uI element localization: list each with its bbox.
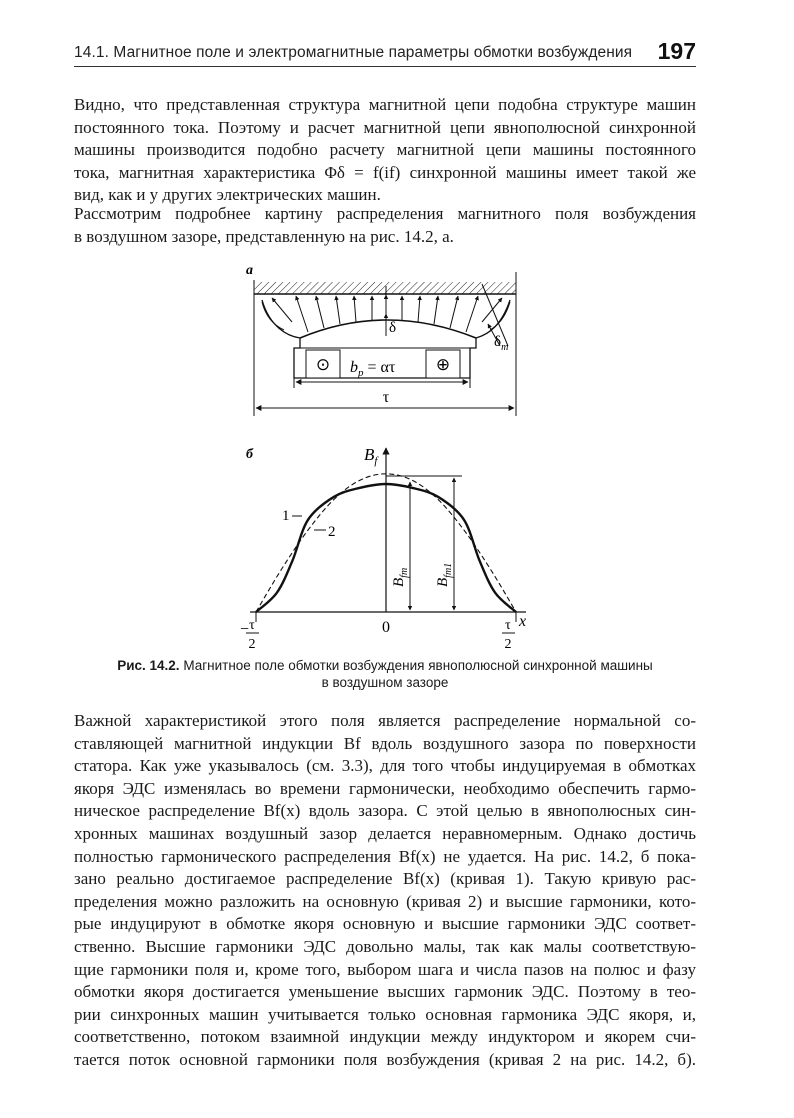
text-line: Видно, что представленная структура магнитной цепи подобна структуре машин: [74, 95, 696, 114]
panel-a-label: а: [246, 263, 253, 278]
figure-drawing: [232, 262, 552, 652]
y-axis-label: B: [364, 445, 375, 464]
text-line: тока, магнитная характеристика Φδ = f(if) синхронной машины имеет такой же: [74, 162, 696, 182]
svg-text:Bf: [364, 445, 379, 467]
text-line: рые индуцируют в обмотке якоря основную и высшие гармоники ЭДС соответ-: [74, 914, 696, 934]
text-line: машины производится подобно расчету магнитной цепи машины постоянного: [74, 140, 696, 160]
text-line: Важной характеристикой этого поля является распределение нормальной со-: [74, 711, 696, 730]
panel-a: [246, 263, 516, 416]
text-line: обмотки якоря достигается уменьшение высших гармоник ЭДС. Поэтому в тео-: [74, 982, 696, 1002]
tau-label: τ: [382, 389, 390, 406]
bfm-sub: fm: [399, 567, 410, 578]
caption-line-1: Магнитное поле обмотки возбуждения явнополюсной синхронной машины: [179, 658, 653, 673]
text-line: щие гармоники поля и, кроме того, выбором шага и числа пазов на полюс и фазу: [74, 959, 696, 979]
bp-rhs: = ατ: [363, 359, 396, 376]
delta-m-sub: m: [501, 342, 509, 353]
text-line: ставляющей магнитной индукции Bf вдоль воздушного зазора по поверхности: [74, 733, 696, 753]
text-line: статора. Как уже указывалось (см. 3.3), для того чтобы индуцируемая в обмотках: [74, 756, 696, 776]
header-rule: [74, 66, 696, 67]
svg-text:Bfm: [391, 568, 410, 587]
text-line: соответственно, потоком взаимной индукции между индуктором и якорем счи-: [74, 1027, 696, 1047]
paragraph-2: [74, 203, 696, 248]
text-line: тается поток основной гармоники поля возбуждения (кривая 2 на рис. 14.2, б).: [74, 1049, 696, 1069]
svg-text:δm: [494, 334, 508, 353]
page-number: 197: [657, 38, 696, 64]
curve-2-label: 2: [328, 524, 336, 540]
coil-left-symbol: ⊙: [315, 355, 331, 374]
bfm-label: B: [391, 577, 407, 587]
stator-hatch: [254, 282, 516, 294]
x-right-den: 2: [504, 637, 512, 652]
x-left-num: τ: [249, 618, 255, 633]
text-line: постоянного тока. Поэтому и расчет магнитной цепи явнополюсной синхронной: [74, 117, 696, 137]
panel-b: [240, 445, 526, 652]
caption-label: Рис. 14.2.: [117, 658, 180, 673]
paragraph-3: [74, 710, 696, 1072]
text-line: Рассмотрим подробнее картину распределения магнитного поля возбуждения: [74, 204, 696, 223]
y-axis-sub: f: [374, 455, 378, 467]
svg-text:Bfm1: [435, 563, 454, 587]
text-line: хронных машинах воздушный зазор делается неравномерным. Однако достичь: [74, 823, 696, 843]
figure-14-2: [232, 262, 552, 652]
x-left-den: 2: [248, 637, 256, 652]
bp-label: b: [350, 359, 358, 376]
text-line: рии синхронных машин учитывается только основная гармоника ЭДС якоря, и,: [74, 1004, 696, 1024]
text-line: в воздушном зазоре, представленную на рис. 14.2, а.: [74, 226, 454, 246]
bp-sub: p: [358, 367, 364, 379]
text-line: ническое распределение Bf(x) вдоль зазора. С этой целью в явнополюсных син-: [74, 801, 696, 821]
panel-b-label: б: [246, 447, 253, 462]
svg-text:bp = ατ: [350, 359, 396, 379]
section-title: 14.1. Магнитное поле и электромагнитные параметры обмотки возбуждения: [74, 44, 633, 61]
bfm1-sub: fm1: [443, 562, 454, 578]
text-line: полностью гармонического распределения Bf(x) не удается. На рис. 14.2, б пока-: [74, 846, 696, 866]
figure-caption: [74, 657, 696, 691]
running-header: [74, 38, 696, 68]
caption-line-2: в воздушном зазоре: [321, 675, 449, 690]
x-left-sign: −: [240, 621, 250, 638]
paragraph-1: [74, 94, 696, 207]
curve-1-label: 1: [282, 508, 290, 524]
pole-shoe-surface: [300, 320, 476, 338]
delta-m-label: δ: [494, 334, 502, 350]
bfm1-label: B: [435, 577, 451, 587]
coil-right-symbol: ⊕: [435, 355, 451, 374]
origin-label: 0: [382, 619, 390, 636]
text-line: вид, как и у других электрических машин.: [74, 185, 381, 205]
text-line: якоря ЭДС изменялась во времени гармонически, необходимо обеспечить гармо-: [74, 778, 696, 798]
text-line: пределения можно разложить на основную (кривая 2) и высшие гармоники, кото-: [74, 891, 696, 911]
x-axis-label: x: [519, 613, 527, 630]
delta-label: δ: [389, 320, 397, 336]
text-line: ственно. Высшие гармоники ЭДС довольно малы, так как малы соответствую-: [74, 936, 696, 956]
text-line: зано реально достигаемое распределение Bf(x) (кривая 1). Такую кривую рас-: [74, 869, 696, 889]
x-right-num: τ: [505, 618, 511, 633]
